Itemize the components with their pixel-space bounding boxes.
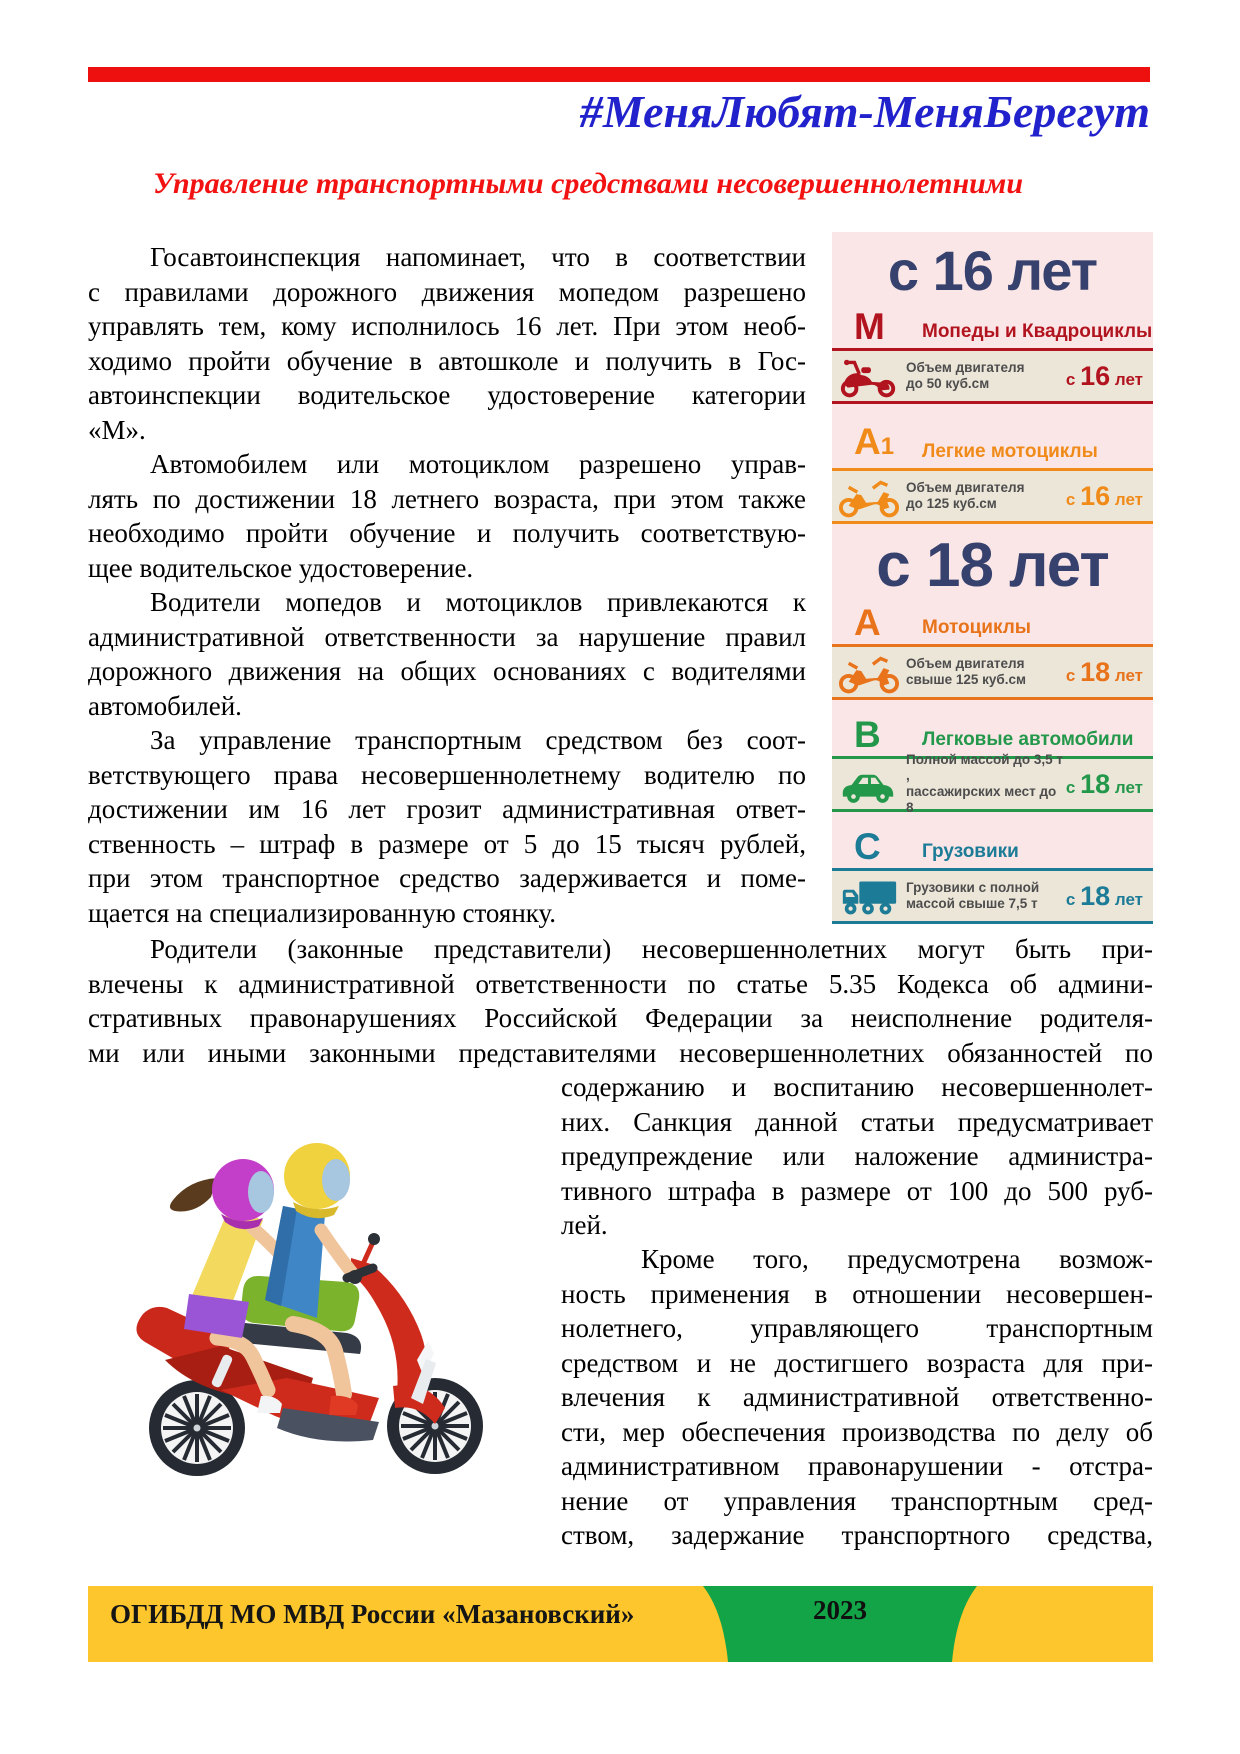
scooter-riders-illustration xyxy=(125,1128,485,1488)
page-title: Управление транспортными средствами несовершеннолетними xyxy=(152,167,1024,200)
paragraph-1: Госавтоинспекция напоминает, что в соответствии с правилами дорожного движения мопедом разрешено управлять тем, кому исполнилось 16 лет. При этом необ- ходимо пройти обучение в автошколе и получить в Гос- автоинспекции водительское удостоверение категории «М». xyxy=(88,242,806,445)
category-row-a xyxy=(832,602,1153,700)
age-18-header: с 18 лет xyxy=(876,531,1109,600)
category-label: Грузовики xyxy=(922,841,1019,862)
car-icon xyxy=(832,762,906,806)
category-desc: Полной массой до 3,5 т , пассажирских мест до 8 xyxy=(906,752,1063,815)
motorcycle-icon xyxy=(832,474,906,518)
body-text-column xyxy=(88,232,806,930)
category-label: Легкие мотоциклы xyxy=(922,441,1098,462)
category-code: С xyxy=(854,826,881,867)
category-age: с 18 лет xyxy=(1065,880,1143,911)
category-row-m xyxy=(832,306,1153,404)
category-desc: Объем двигателя до 125 куб.см xyxy=(906,480,1025,511)
campaign-hashtag: #МеняЛюбят-МеняБерегут xyxy=(579,86,1150,137)
footer-department: ОГИБДД МО МВД России «Мазановский» xyxy=(110,1599,635,1629)
license-categories-infographic xyxy=(832,232,1153,911)
category-age: с 16 лет xyxy=(1065,480,1143,511)
category-desc: Грузовики с полной массой свыше 7,5 т xyxy=(906,880,1040,911)
category-code: А1 xyxy=(854,421,895,462)
category-label: Легковые автомобили xyxy=(922,729,1134,750)
motorcycle-icon xyxy=(832,650,906,694)
category-age: с 16 лет xyxy=(1065,360,1143,391)
footer-year: 2023 xyxy=(813,1595,867,1625)
category-desc: Объем двигателя свыше 125 куб.см xyxy=(906,656,1026,687)
category-strip xyxy=(832,752,1153,815)
age-16-header: с 16 лет xyxy=(887,239,1098,302)
category-row-b xyxy=(832,714,1153,815)
category-strip xyxy=(832,468,1153,524)
category-label: Мотоциклы xyxy=(922,617,1032,638)
category-row-a1 xyxy=(832,421,1153,524)
category-code: М xyxy=(854,306,885,347)
category-age: с 18 лет xyxy=(1065,768,1143,799)
category-strip xyxy=(832,644,1153,700)
main-columns xyxy=(88,232,1153,930)
paragraph-4: За управление транспортным средством без соот- ветствующего права несовершеннолетнему водителю по достижении им 16 лет грозит административная ответ- ственность – штраф в размере от 5 до 15 тысяч рублей, при этом транспортное средство задерживается и поме- щается на специализированную стоянку. xyxy=(88,725,806,928)
truck-icon xyxy=(832,874,906,918)
category-row-c xyxy=(832,826,1153,924)
scooter-icon xyxy=(832,354,906,398)
category-desc: Объем двигателя до 50 куб.см xyxy=(906,360,1025,391)
paragraph-2: Автомобилем или мотоциклом разрешено управ- лять по достижении 18 летнего возраста, при этом также необходимо пройти обучение и получить соответствую- щее водительское удостоверение. xyxy=(88,449,806,583)
category-strip xyxy=(832,348,1153,404)
paragraph-5-full-width: Родители (законные представители) несовершеннолетних могут быть при- влечены к административной ответственности по статье 5.35 Кодекса об админи- стративных правонарушениях Российской Федерации за неисполнение родителя- ми или иными законными представителями несовершеннолетних обязанностей по xyxy=(88,934,1153,1068)
category-label: Мопеды и Квадроциклы xyxy=(922,321,1153,342)
footer-bar xyxy=(88,1586,1153,1662)
category-code: В xyxy=(854,714,881,755)
paragraph-6: Кроме того, предусмотрена возмож- ность применения в отношении несовершен- нолетнего, управляющего транспортным средством и не достигшего возраста для при- влечения к административной ответственно- сти, мер обеспечения производства по делу об административном правонарушении - отстра- нение от управления транспортным сред- ством, задержание транспортного средства, xyxy=(561,1244,1153,1550)
paragraph-3: Водители мопедов и мотоциклов привлекаются к административной ответственности за нарушение правил дорожного движения на общих основаниях с водителями автомобилей. xyxy=(88,587,806,721)
paragraph-5-wrapped: содержанию и воспитанию несовершеннолет- них. Санкция данной статьи предусматривает предупреждение или наложение администра- тивного штрафа в размере от 100 до 500 руб- лей. xyxy=(561,1072,1153,1240)
category-strip xyxy=(832,868,1153,924)
top-red-bar xyxy=(88,67,1150,82)
category-age: с 18 лет xyxy=(1065,656,1143,687)
category-code: А xyxy=(854,602,881,643)
